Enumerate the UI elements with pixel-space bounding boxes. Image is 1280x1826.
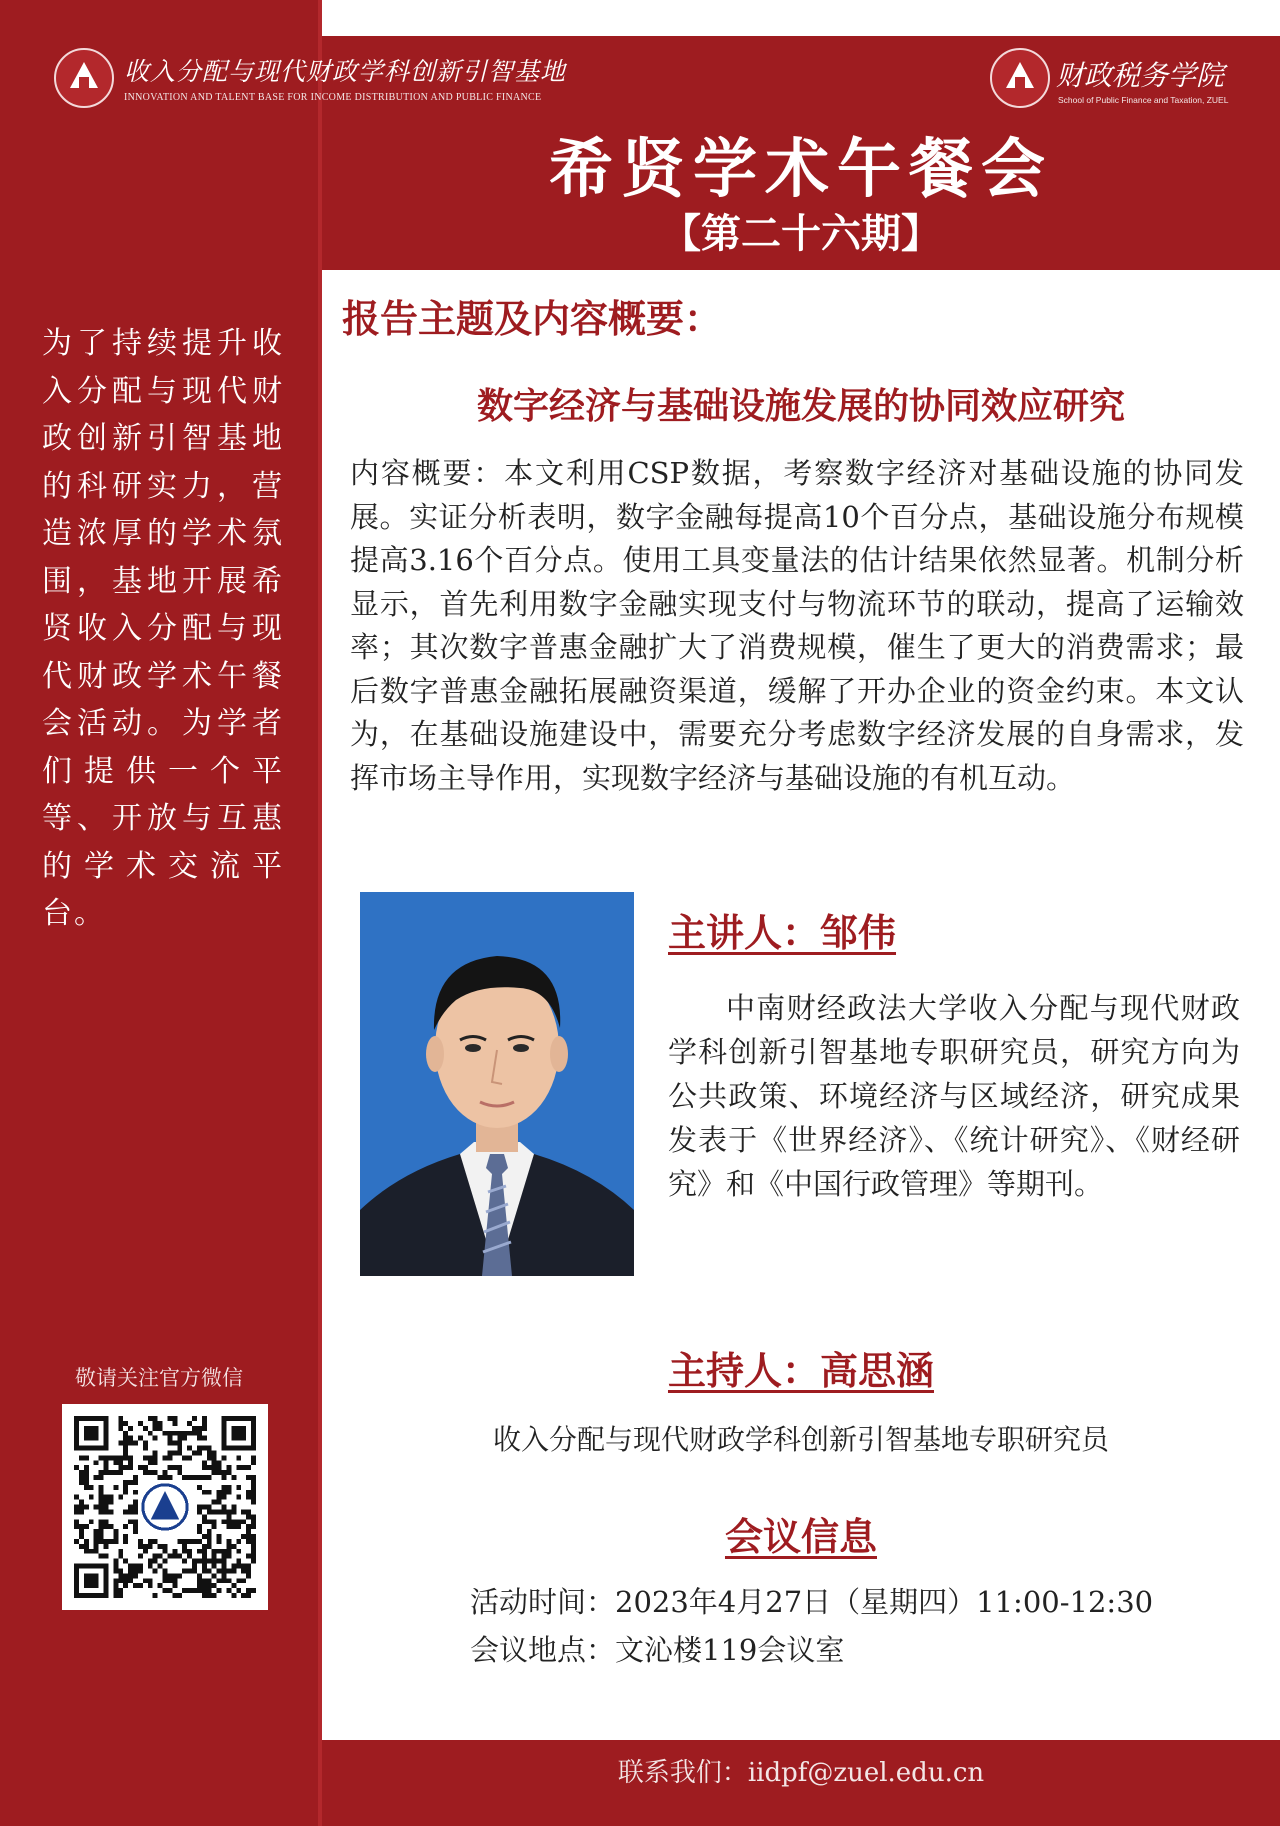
qr-code[interactable] bbox=[62, 1404, 268, 1610]
speaker-title: 主讲人：邹伟 bbox=[668, 911, 897, 955]
qr-code-icon bbox=[74, 1416, 256, 1598]
host-title: 主持人：高思涵 bbox=[667, 1349, 934, 1393]
report-topic: 数字经济与基础设施发展的协同效应研究 bbox=[476, 386, 1125, 427]
speaker-bio: 中南财经政法大学收入分配与现代财政学科创新引智基地专职研究员，研究方向为公共政策、环境经济与区域经济，研究成果发表于《世界经济》、《统计研究》、《财经研究》和《中国行政管理》等期刊。 bbox=[668, 991, 1240, 1201]
contact-email[interactable]: 联系我们：iidpf@zuel.edu.cn bbox=[617, 1758, 985, 1788]
speaker-portrait-icon bbox=[360, 892, 634, 1276]
school-name-cn: 财政税务学院 bbox=[1056, 59, 1225, 92]
speaker-photo bbox=[360, 892, 634, 1276]
school-emblem-icon bbox=[990, 48, 1050, 108]
meeting-time: 活动时间：2023年4月27日（星期四）11:00-12:30 bbox=[470, 1585, 1154, 1619]
host-description: 收入分配与现代财政学科创新引智基地专职研究员 bbox=[492, 1423, 1109, 1456]
top-strip bbox=[322, 0, 1280, 36]
sidebar-intro: 为了持续提升收入分配与现代财政创新引智基地的科研实力，营造浓厚的学术氛围，基地开展希贤收入分配与现代财政学术午餐会活动。为学者们提供一个平等、开放与互惠的学术交流平台。 bbox=[42, 326, 284, 931]
university-emblem-icon bbox=[54, 48, 114, 108]
meeting-place: 会议地点：文沁楼119会议室 bbox=[470, 1633, 845, 1667]
report-summary: 内容概要：本文利用CSP数据，考察数字经济对基础设施的协同发展。实证分析表明，数字金融每提高10个百分点，基础设施分布规模提高3.16个百分点。使用工具变量法的估计结果依然显著。机制分析显示，首先利用数字金融实现支付与物流环节的联动，提高了运输效率；其次数字普惠金融扩大了消费规模，催生了更大的消费需求；最后数字普惠金融拓展融资渠道，缓解了开办企业的资金约束。本文认为，在基础设施建设中，需要充分考虑数字经济发展的自身需求，发挥市场主导作用，实现数字经济与基础设施的有机互动。 bbox=[350, 456, 1244, 795]
meeting-info-title: 会议信息 bbox=[724, 1515, 877, 1559]
follow-wechat-label: 敬请关注官方微信 bbox=[75, 1366, 243, 1390]
base-name-cn: 收入分配与现代财政学科创新引智基地 bbox=[124, 57, 567, 86]
page-title: 希贤学术午餐会 bbox=[549, 132, 1053, 207]
report-heading: 报告主题及内容概要： bbox=[342, 297, 723, 341]
school-name-en: School of Public Finance and Taxation, ZUEL bbox=[1058, 95, 1229, 105]
base-name-en: INNOVATION AND TALENT BASE FOR INCOME DISTRIBUTION AND PUBLIC FINANCE bbox=[124, 92, 542, 103]
issue-number: 【第二十六期】 bbox=[661, 211, 941, 257]
